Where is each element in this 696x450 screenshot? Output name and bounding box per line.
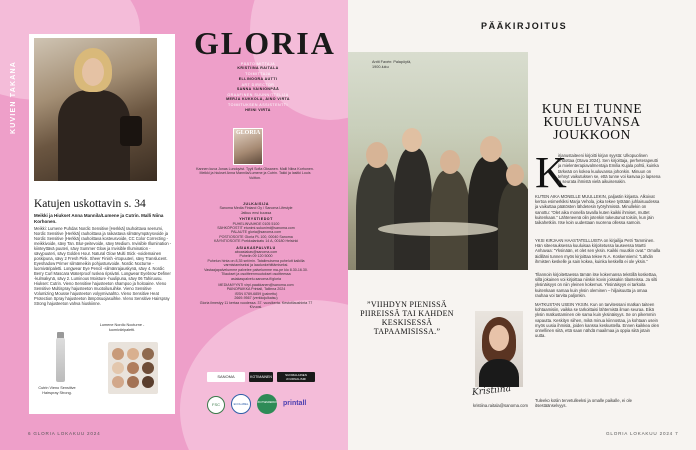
info-line: PAINOPAIKKA Printall, Tallinna 2024	[226, 287, 286, 292]
editor-signature: Kristiina	[471, 383, 512, 399]
paragraph: Tuleeko kotiin tervetulleeksi ja omalle paikalle, ei ole itsestäänselvyys.	[535, 398, 632, 409]
info-line: aboasiakas@sanoma.com	[234, 250, 278, 255]
staff-role: GRAAFINEN SUUNNITTELIJA	[227, 92, 289, 97]
article-body: Meikki: Lumene Puhdas Nordic Sensitive [Herkkä] rauhoittava seerumi, Nordic Sensitive [Herkkä] rauhoittava ja raikastava silmänympärysvoide ja Nordic Sensitive [Herkkä] rauhoittava kosteusvoide, CC Color Correcting -meikkivoide, sävy Tan. Blur-peitevoide, sävy Medium. Invisible Illumination -kiinteyttävä puuteri, sävy Summer Glow ja Invisible Illumination -sävypuuteri, sävy Golden Hour. Natural Glow Multi Stick -voidemainen poskipuna, sävy 2 Fresh Pink. Sheer Finish -irtopuuteri, sävy Translucent. Eyeshadow Primer silmämeikin pohjustusvoide. Nordic Nocturne -luomiväripaletti. Longwear Eye Pencil -silmänrajauskynä, sävy 4. Nordic Berry Curl Mascara Waterproof ruskea ripsiväri. Longwear Eyebrow Definer -kulmakynä, sävy 2. Luminous Moisture -huulipuna, sävy 06 Tahiruusu. Hiukset: Cutrin. Vieno Sensitive hajusteeton shampoo ja hoitoaine. Vieno Sensitive Multispray hajusteeton muotoilusuihke. Vieno Sensitive Volumizing Mousse hajusteeton volyymivaahto. Vieno Sensitive Heat Protection Spray hajusteeton lämpösuojasuihke. Vieno Sensitive Hairspray Strong hajusteeton vahva hiuskiinne.	[34, 226, 172, 306]
staff-name: ELLINOORA AUTTI	[238, 76, 278, 81]
info-line: PALAUTE gloria@sanoma.com	[230, 230, 282, 235]
editorial-headline: KUN EI TUNNE KUULUVANSA JOUKKOON	[541, 101, 643, 142]
info-line: Tilaukset ja osoitteenmuutokset osoitteessa asiakaspalvelu.sanoma.fi/gloria	[221, 272, 291, 281]
eyeshadow-palette	[108, 342, 158, 394]
badge-row	[207, 372, 317, 384]
staff-name: SANNA VAINIONPÄÄ	[236, 87, 280, 92]
info-line: Gloria ilmestyy 11 kertaa vuodessa. 37. vuosikerta. Kestotilaushinta 77 €/vuosi.	[199, 300, 313, 309]
journalism-badge: SUOMALAINEN JOURNALISMI	[277, 372, 315, 382]
fsc-logo-icon: FSC	[207, 396, 225, 414]
paragraph: KUTEN AIKA MONELLE MUULLEKIN, paljastin kirjasta. Alkoivat kertoa esimerkiksi Marja Vehola, joka tekee työtään juhlaisuudessa ja vaikuttaa päätösten lähdetesin työryhmissä. Minullekin on sanottu: ”Olet aika monella tavalla kuten kaikki ihmiset, muttet kuitenkaan.” Lähteneenä olin jotenkin tukeutunut toisiin, kun jäin taikahetkiin. Itse koin uudestaan nuorena ollessa samoin.	[535, 194, 660, 226]
painting-image	[348, 52, 528, 270]
ecolabel-logo-icon: ECOLABEL	[231, 394, 251, 414]
staff-role: PÄÄTOIMITTAJA	[240, 62, 276, 66]
info-line: KÄYNTIOSOITE Porkkalankatu 14 A, 00180 Helsinki	[213, 239, 299, 244]
cover-thumbnail	[233, 128, 263, 165]
cover-caption: Kannen kuva Jonas Lundqvist. Tyyli Sofia Oksanen. Malli Niina Korhonen. Meikki ja hiukset Anna Mannila/Lumene ja Cutrin. Takki ja lasitki Louis Vuitton.	[196, 167, 314, 180]
paragraph: irjanustaiteeni kirjoitti kirjan syystä: Ulkopuolinen ehdottaa (Otava 2024). Sen kirjoittaja, perheterapeutti ja mielenterapiavalmentaja Emilia Kujala pohtii, kuinka tärkeää on kokea kuuluvansa johonkin. Minuun on tehnyt vaikutuksen se, että tunne voi kasvaa jo lapsena ja seurata ihmistä vielä aikuisenakin.	[558, 153, 661, 185]
info-line: ISSN 0789-6859 (painettu)	[234, 291, 278, 296]
info-line: 2669-9567 (verkkojulkaisu)	[234, 296, 278, 301]
staff-role: TOIMITUKSEN ASSISTENTTI	[228, 103, 288, 108]
sanoma-badge: SANOMA	[207, 372, 245, 382]
info-line: Jatkuu ensi kuussa	[240, 210, 272, 215]
page-footer-right: GLORIA LOKAKUU 2024 7	[606, 431, 679, 436]
staff-name: KRISTIINA RAITALA	[237, 66, 279, 71]
info-line: Puhelin 09 120 5000	[239, 254, 273, 259]
info-line: Puhelun hinta on 8,35 snt/min. Tatalimuisena puhelutt kaikilla varmistamiseksi ja laadunkehittämiseksi.	[207, 258, 305, 268]
section-title: PÄÄKIRJOITUS	[481, 21, 568, 31]
staff-name: HEINI VIRTA	[245, 107, 271, 112]
paragraph: MATKUSTAN USEIN YKSIN. Kun on tarvitessani matkan taiteen kohtaamisiin, vaikka se tarkoittaisi lähtemistä ilman seuraa. Eikä yksin matkustaminen ole sama kuin yksinäisyys. Se on pikemmin vapautta. Keskityn siihen, mikä minua kiinnostaa, ja kohtaan usein myös uusia ihmisiä, joiden kanssa keskustella. Ennen kaikkea olen onnellinen siitä, että saan nähdä maailmaa ja oppia siitä jotain uutta.	[535, 302, 660, 339]
product-image	[32, 323, 172, 412]
article-title: Katujen uskottavin s. 34	[34, 198, 146, 210]
paragraph: Tilannoin kirjoitettaessa tämän itse kokemansa tekstillä koskettaa, sillä jokainen voi kirjoittaa niinkin kovin joissakin tilanteissa. Ja silti yksinäisyys on niin yleinen kokemus. Yksinäisyys ei tarkoita kuitenkaan samaa kuin yksin oleminen – hiljaisuutta ja omaa rauhaa voi tarvita paljonkin.	[535, 272, 658, 298]
masthead-staff	[200, 62, 316, 114]
page-footer-left: 6 GLORIA LOKAKUU 2024	[28, 431, 101, 436]
staff-role: ART DIRECTOR	[241, 82, 275, 87]
staff-role: TOIMITTAJA	[245, 72, 271, 77]
info-line: PUHELINVAIHDE 0105 5100	[232, 221, 280, 226]
printall-logo-icon: printall	[283, 400, 307, 407]
info-line: MEDIAMYYNTI virpi.paakkanen@sanoma.com	[218, 282, 294, 287]
info-line: POSTIOSOITE Gloria PL 100, 00040 Sanoma	[219, 234, 293, 239]
info-line: Sanoma Media Finland Oy / Sanoma Lifestyle	[219, 206, 293, 211]
paragraph: YKSI KIRJAAN HAASTATELLUISTA on kirjailija Petri Tamminen. Hän siteerauksessa kuuluisaa kirjoitetussa lauseessa Martti Anhavaa: ”Yksinään, et olet sen yksin. Kaikki muutkin ovat.” Omalla äidilläni tunnen myös kirjoittaa tekee N.A. Koskenniemi: ”Lähdin ihmisten keskelle ja sain kokea, kuinka keskellä ei ole yksin.”	[535, 238, 661, 264]
hairspray-bottle	[56, 338, 65, 382]
painting-caption: Antti Favén: Palapöytä, 1900-luku	[372, 60, 412, 69]
editor-email: kristiina.raitala@sanoma.com	[473, 403, 528, 408]
table	[378, 222, 498, 236]
pull-quote: ”VIIHDYN PIENISSÄ PIIREISSÄ TAI KAHDEN KESKISESSÄ TAPAAMISISSA.”	[360, 300, 454, 336]
staff-name: MERJA KUKKOLA, AINO VIRTA	[226, 97, 290, 102]
domestic-badge: KOTIMAINEN	[249, 372, 273, 382]
section-tab	[6, 34, 18, 169]
info-line: SÄHKÖPOSTIT etunimi.sukunimi@sanoma.com	[217, 226, 295, 231]
info-line: Vastaajapalvelumme palvelee palvelumme ma-pe klo 8.30-16.30.	[204, 267, 308, 272]
info-heading: JULKAISIJA	[243, 202, 269, 206]
section-tab-label: KUVIEN TAKANA	[10, 60, 17, 135]
spray-label: Cutrin Vieno Sensitive Hairspray Strong.	[38, 386, 76, 395]
article-subtitle: Meikki ja Hiukset Anna Mannila/Lumene ja Cutrin. Malli Niina Korhonen.	[34, 213, 164, 224]
publisher-info	[196, 200, 316, 309]
nordic-swan-logo-icon: JOUTSENMERKKI	[257, 394, 277, 414]
palette-label: Lumene Nordic Nocturne -luomiväripaletti.	[99, 323, 145, 332]
model-photo	[34, 38, 157, 181]
info-heading: YHTEYSTIEDOT	[239, 217, 273, 222]
cover-logo: GLORIA	[236, 130, 261, 136]
info-heading: ASIAKASPALVELU	[236, 245, 276, 250]
editor-portrait	[475, 311, 523, 387]
certification-logos	[207, 392, 317, 418]
magazine-logo: GLORIA	[194, 25, 336, 61]
drop-cap: K	[535, 148, 567, 197]
